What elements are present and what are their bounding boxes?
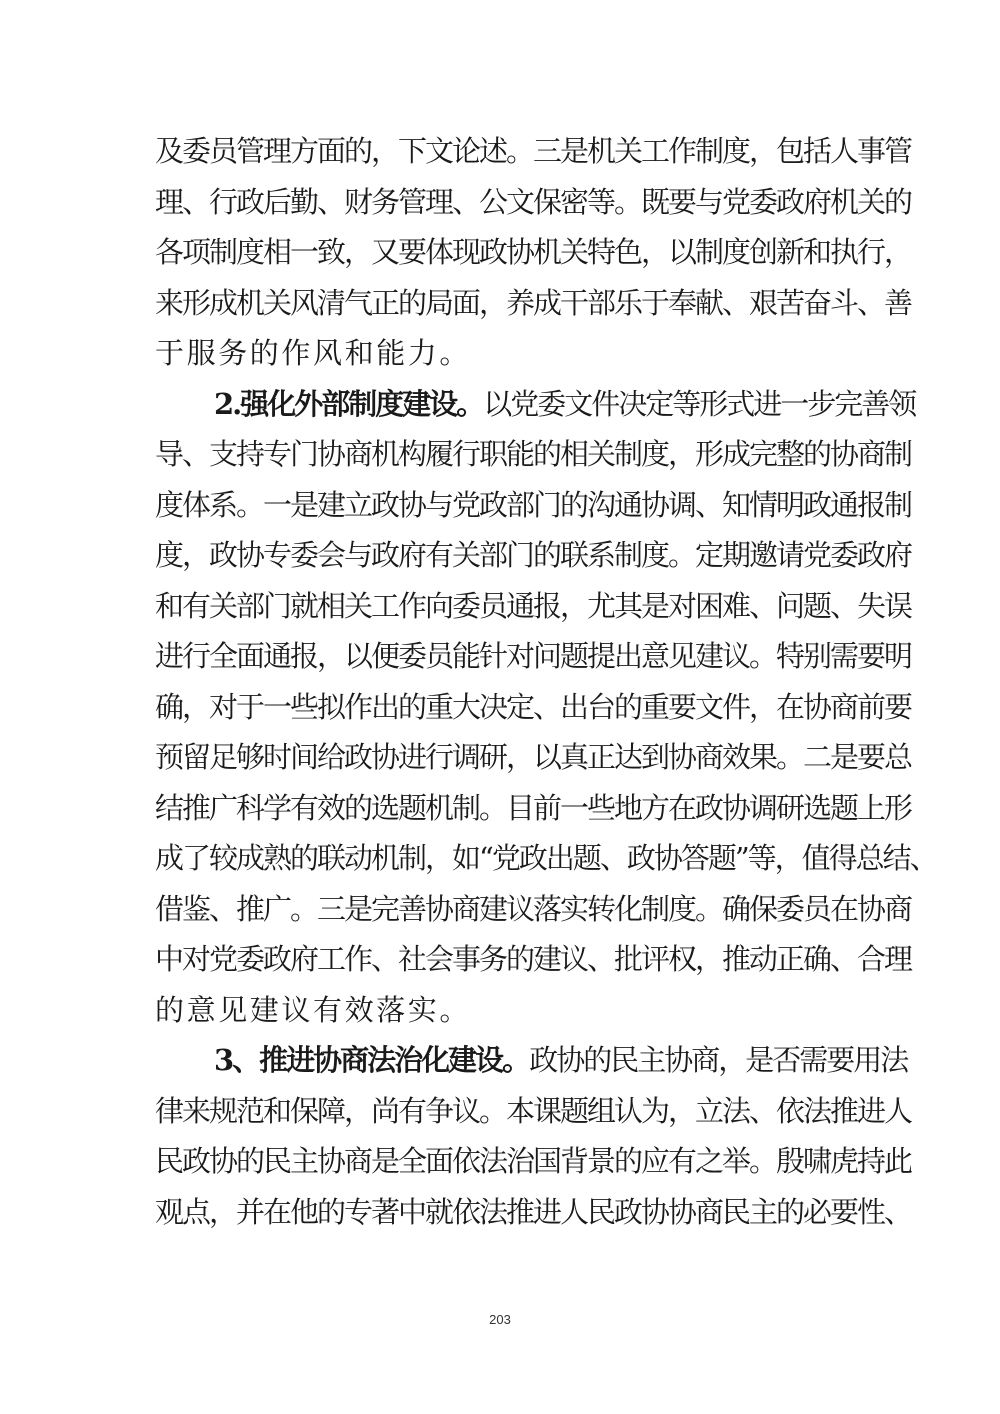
text-line: 的意见建议有效落实。 xyxy=(155,992,472,1027)
text-line: 成了较成熟的联动机制，如“党政出题、政协答题”等，值得总结、 xyxy=(155,841,937,875)
text-line: 来形成机关风清气正的局面，养成干部乐于奉献、艰苦奋斗、善 xyxy=(155,285,912,320)
text-line: 结推广科学有效的选题机制。目前一些地方在政协调研选题上形 xyxy=(155,790,912,825)
text-line-first xyxy=(155,1035,908,1086)
paragraph-1 xyxy=(155,126,912,379)
text-line: 度，政协专委会与政府有关部门的联系制度。定期邀请党委政府 xyxy=(155,538,912,572)
text-line: 观点，并在他的专著中就依法推进人民政协协商民主的必要性、 xyxy=(155,1194,912,1229)
text-line: 借鉴、推广。三是完善协商建议落实转化制度。确保委员在协商 xyxy=(155,891,912,926)
text-line: 以党委文件决定等形式进一步完善领 xyxy=(483,386,916,421)
text-line: 确，对于一些拟作出的重大决定、出台的重要文件，在协商前要 xyxy=(155,689,912,724)
paragraph-3 xyxy=(155,1035,912,1237)
section-heading-3: 3、推进协商法治化建设。 xyxy=(214,1043,530,1077)
text-line: 于服务的作风和能力。 xyxy=(155,336,472,370)
text-line: 政协的民主协商，是否需要用法 xyxy=(529,1043,908,1077)
section-heading-2: 2.强化外部制度建设。 xyxy=(214,386,484,421)
text-line: 进行全面通报，以便委员能针对问题提出意见建议。特别需要明 xyxy=(155,639,912,673)
body-text xyxy=(155,126,937,1237)
text-line: 度体系。一是建立政协与党政部门的沟通协调、知情明政通报制 xyxy=(155,487,912,522)
text-line: 律来规范和保障，尚有争议。本课题组认为，立法、依法推进人 xyxy=(155,1093,912,1128)
page-number: 203 xyxy=(489,1312,511,1327)
text-line: 民政协的民主协商是全面依法治国背景的应有之举。殷啸虎持此 xyxy=(155,1144,912,1178)
text-line: 导、支持专门协商机构履行职能的相关制度，形成完整的协商制 xyxy=(155,437,912,471)
paragraph-2 xyxy=(155,379,937,1036)
text-line: 中对党委政府工作、社会事务的建议、批评权，推动正确、合理 xyxy=(155,942,912,976)
text-line: 预留足够时间给政协进行调研，以真正达到协商效果。二是要总 xyxy=(155,740,912,774)
text-line: 各项制度相一致，又要体现政协机关特色，以制度创新和执行， xyxy=(155,235,912,269)
text-line-first xyxy=(155,379,916,430)
text-line: 及委员管理方面的，下文论述。三是机关工作制度，包括人事管 xyxy=(155,134,912,168)
text-line: 理、行政后勤、财务管理、公文保密等。既要与党委政府机关的 xyxy=(155,184,912,219)
text-line: 和有关部门就相关工作向委员通报，尤其是对困难、问题、失误 xyxy=(155,588,912,623)
